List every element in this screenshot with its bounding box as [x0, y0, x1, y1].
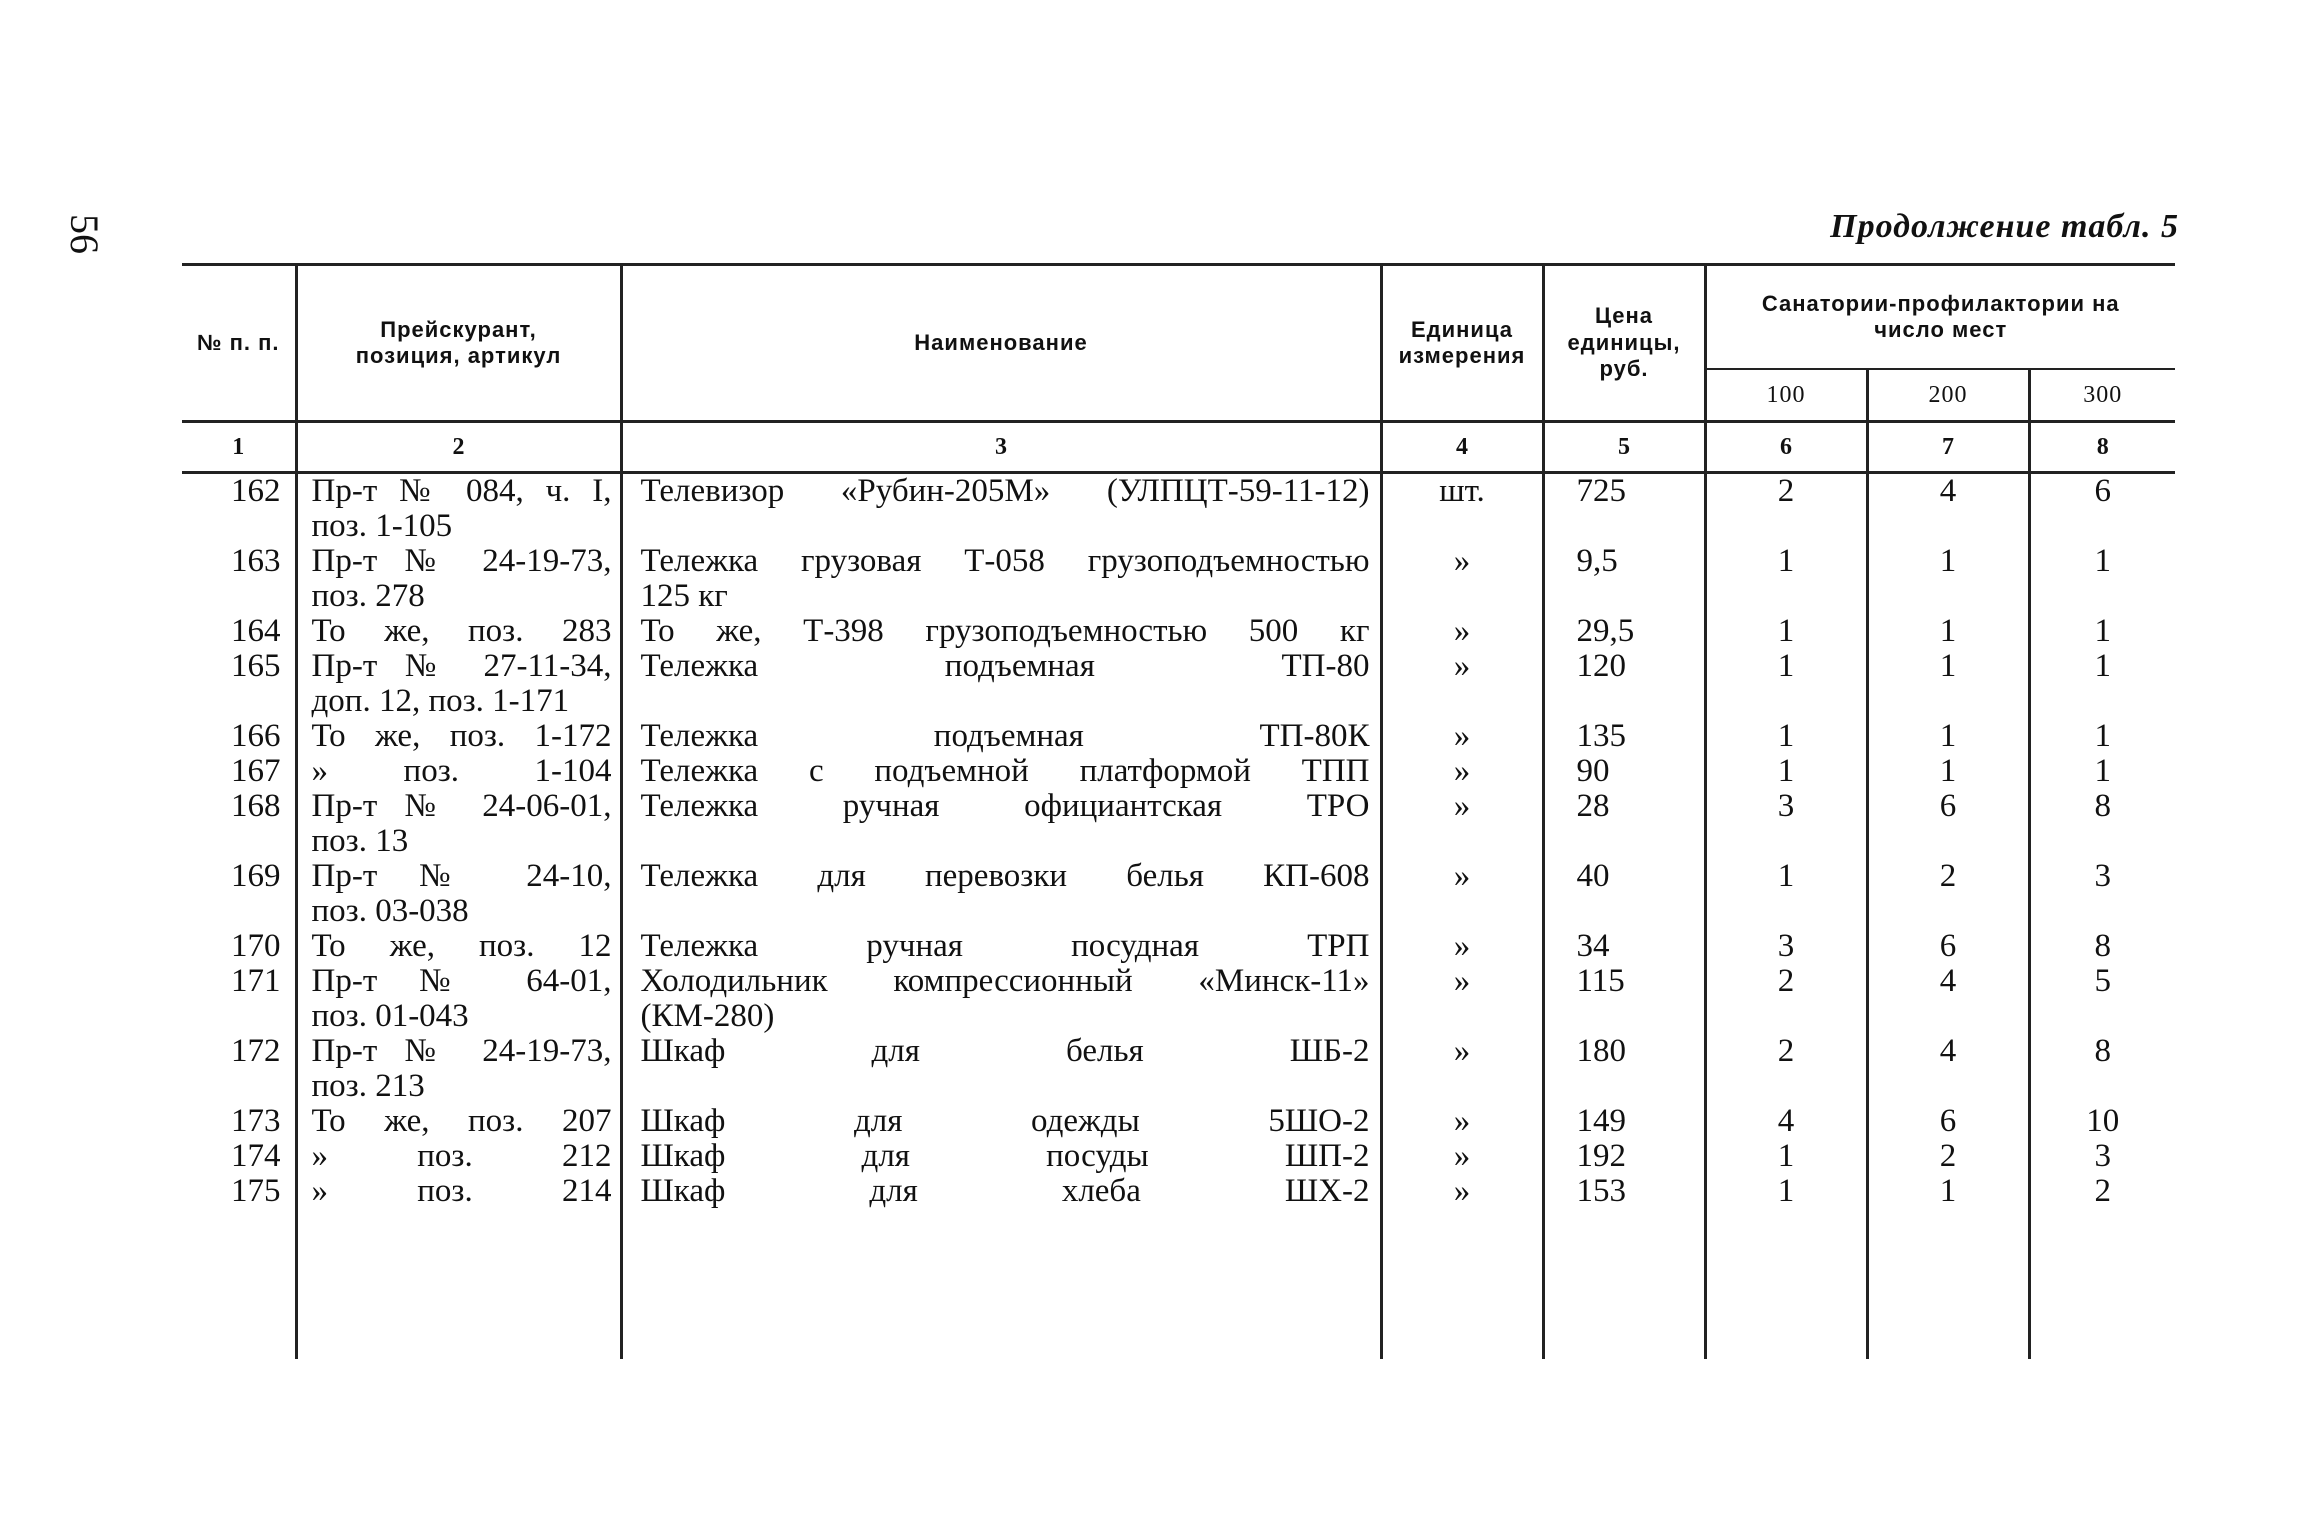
- quantity-200-cell: 2: [1867, 859, 2029, 929]
- quantity-200-cell: 1: [1867, 649, 2029, 719]
- equipment-table: [182, 263, 2175, 1359]
- table-row: [182, 859, 2175, 929]
- table-row: [182, 929, 2175, 964]
- cost-cell: 34: [1543, 929, 1705, 964]
- quantity-100-cell: 1: [1705, 544, 1867, 614]
- price-list-line: поз. 03-038: [311, 893, 469, 929]
- item-name-line: (КМ-280): [640, 998, 775, 1034]
- row-number: 173: [231, 1103, 281, 1139]
- cost-cell: 192: [1543, 1139, 1705, 1174]
- quantity-300-cell: 1: [2029, 614, 2175, 649]
- item-name-line: Шкаф для посуды ШП-2: [640, 1138, 1370, 1174]
- unit-cell: »: [1381, 1174, 1543, 1209]
- quantity-200-cell: 6: [1867, 929, 2029, 964]
- row-number: 167: [231, 753, 281, 789]
- price-list-cell: [296, 929, 621, 964]
- item-name-line: То же, Т-398 грузоподъемностью 500 кг: [640, 613, 1370, 649]
- price-list-cell: [296, 719, 621, 754]
- price-list-line: доп. 12, поз. 1-171: [311, 683, 570, 719]
- price-list-line: поз. 1-105: [311, 508, 453, 544]
- header-group: Санатории-профилактории на число мест: [1705, 266, 2175, 369]
- cost-cell: 135: [1543, 719, 1705, 754]
- item-name-line: Тележка для перевозки белья КП-608: [640, 858, 1370, 894]
- price-list-line: » поз. 212: [311, 1138, 612, 1174]
- column-number: 8: [2029, 422, 2175, 473]
- quantity-200-cell: 2: [1867, 1139, 2029, 1174]
- price-list-line: поз. 13: [311, 823, 409, 859]
- table-row: [182, 1139, 2175, 1174]
- cost-cell: 120: [1543, 649, 1705, 719]
- price-list-cell: [296, 614, 621, 649]
- table-row: [182, 754, 2175, 789]
- quantity-100-cell: 2: [1705, 1034, 1867, 1104]
- column-number-row: [182, 422, 2175, 473]
- price-list-cell: [296, 473, 621, 545]
- quantity-300-cell: 8: [2029, 1034, 2175, 1104]
- price-list-line: » поз. 214: [311, 1173, 612, 1209]
- cost-cell: 725: [1543, 473, 1705, 545]
- price-list-line: Пр-т № 24-10,: [311, 858, 612, 894]
- cost-cell: 28: [1543, 789, 1705, 859]
- price-list-cell: [296, 544, 621, 614]
- row-number: 162: [231, 473, 281, 509]
- unit-cell: »: [1381, 1104, 1543, 1139]
- quantity-100-cell: 2: [1705, 964, 1867, 1034]
- table-body: [182, 473, 2175, 1210]
- price-list-cell: [296, 859, 621, 929]
- unit-cell: »: [1381, 1034, 1543, 1104]
- table-row: [182, 473, 2175, 545]
- item-name-cell: [621, 614, 1381, 649]
- quantity-100-cell: 4: [1705, 1104, 1867, 1139]
- unit-cell: »: [1381, 1139, 1543, 1174]
- quantity-300-cell: 1: [2029, 649, 2175, 719]
- column-number: 3: [621, 422, 1381, 473]
- unit-cell: »: [1381, 614, 1543, 649]
- unit-cell: »: [1381, 929, 1543, 964]
- item-name-line: Шкаф для хлеба ШХ-2: [640, 1173, 1370, 1209]
- column-number: 2: [296, 422, 621, 473]
- quantity-300-cell: 1: [2029, 754, 2175, 789]
- quantity-200-cell: 1: [1867, 1174, 2029, 1209]
- price-list-cell: [296, 1139, 621, 1174]
- quantity-100-cell: 1: [1705, 719, 1867, 754]
- quantity-200-cell: 1: [1867, 544, 2029, 614]
- item-name-line: Тележка грузовая Т-058 грузоподъемностью: [640, 543, 1370, 579]
- header-unit: Единица измерения: [1381, 266, 1543, 422]
- item-name-line: Холодильник компрессионный «Минск-11»: [640, 963, 1370, 999]
- quantity-200-cell: 1: [1867, 614, 2029, 649]
- item-name-cell: [621, 1104, 1381, 1139]
- row-number: 164: [231, 613, 281, 649]
- cost-cell: 115: [1543, 964, 1705, 1034]
- price-list-line: Пр-т № 24-19-73,: [311, 1033, 612, 1069]
- table-row: [182, 1174, 2175, 1209]
- price-list-cell: [296, 1174, 621, 1209]
- column-number: 6: [1705, 422, 1867, 473]
- row-number: 165: [231, 648, 281, 684]
- quantity-300-cell: 1: [2029, 544, 2175, 614]
- cost-cell: 9,5: [1543, 544, 1705, 614]
- price-list-cell: [296, 754, 621, 789]
- price-list-line: » поз. 1-104: [311, 753, 612, 789]
- price-list-line: Пр-т № 084, ч. I,: [311, 473, 612, 509]
- item-name-cell: [621, 964, 1381, 1034]
- table-row: [182, 1104, 2175, 1139]
- table-row: [182, 964, 2175, 1034]
- unit-cell: »: [1381, 649, 1543, 719]
- quantity-300-cell: 6: [2029, 473, 2175, 545]
- table-row: [182, 789, 2175, 859]
- price-list-line: То же, поз. 283: [311, 613, 612, 649]
- item-name-line: Тележка подъемная ТП-80К: [640, 718, 1370, 754]
- row-number: 168: [231, 788, 281, 824]
- quantity-200-cell: 4: [1867, 1034, 2029, 1104]
- unit-cell: шт.: [1381, 473, 1543, 545]
- unit-cell: »: [1381, 754, 1543, 789]
- quantity-200-cell: 6: [1867, 789, 2029, 859]
- item-name-line: 125 кг: [640, 578, 728, 614]
- header-no: № п. п.: [196, 329, 280, 355]
- quantity-200-cell: 1: [1867, 754, 2029, 789]
- item-name-cell: [621, 1174, 1381, 1209]
- unit-cell: »: [1381, 789, 1543, 859]
- table-row: [182, 719, 2175, 754]
- column-number: 7: [1867, 422, 2029, 473]
- cost-cell: 90: [1543, 754, 1705, 789]
- price-list-line: поз. 213: [311, 1068, 425, 1104]
- quantity-100-cell: 1: [1705, 754, 1867, 789]
- cost-cell: 180: [1543, 1034, 1705, 1104]
- header-q100: 100: [1705, 369, 1867, 422]
- cost-cell: 40: [1543, 859, 1705, 929]
- quantity-300-cell: 1: [2029, 719, 2175, 754]
- row-number: 166: [231, 718, 281, 754]
- item-name-line: Тележка ручная официантская ТРО: [640, 788, 1370, 824]
- quantity-300-cell: 8: [2029, 789, 2175, 859]
- item-name-line: Тележка подъемная ТП-80: [640, 648, 1370, 684]
- continuation-title: Продолжение табл. 5: [1830, 208, 2179, 245]
- price-list-line: То же, поз. 207: [311, 1103, 612, 1139]
- price-list-cell: [296, 964, 621, 1034]
- unit-cell: »: [1381, 859, 1543, 929]
- price-list-line: То же, поз. 1-172: [311, 718, 612, 754]
- quantity-100-cell: 1: [1705, 649, 1867, 719]
- item-name-cell: [621, 929, 1381, 964]
- page-number: 56: [62, 214, 107, 254]
- quantity-100-cell: 1: [1705, 1139, 1867, 1174]
- price-list-cell: [296, 1034, 621, 1104]
- item-name-line: Тележка ручная посудная ТРП: [640, 928, 1370, 964]
- price-list-line: поз. 01-043: [311, 998, 469, 1034]
- price-list-line: То же, поз. 12: [311, 928, 612, 964]
- quantity-100-cell: 2: [1705, 473, 1867, 545]
- table-row: [182, 614, 2175, 649]
- price-list-line: Пр-т № 64-01,: [311, 963, 612, 999]
- quantity-200-cell: 6: [1867, 1104, 2029, 1139]
- header-cost: Цена единицы, руб.: [1543, 266, 1705, 422]
- header-name: Наименование: [621, 266, 1381, 422]
- row-number: 169: [231, 858, 281, 894]
- item-name-cell: [621, 789, 1381, 859]
- quantity-100-cell: 1: [1705, 614, 1867, 649]
- table-row: [182, 544, 2175, 614]
- item-name-cell: [621, 649, 1381, 719]
- item-name-cell: [621, 473, 1381, 545]
- item-name-line: Тележка с подъемной платформой ТПП: [640, 753, 1370, 789]
- quantity-200-cell: 4: [1867, 964, 2029, 1034]
- item-name-line: Шкаф для белья ШБ-2: [640, 1033, 1370, 1069]
- row-number: 174: [231, 1138, 281, 1174]
- item-name-cell: [621, 754, 1381, 789]
- quantity-300-cell: 5: [2029, 964, 2175, 1034]
- price-list-line: Пр-т № 27-11-34,: [311, 648, 612, 684]
- item-name-line: Телевизор «Рубин-205М» (УЛПЦТ-59-11-12): [640, 473, 1370, 509]
- row-number: 171: [231, 963, 281, 999]
- row-number: 163: [231, 543, 281, 579]
- quantity-200-cell: 4: [1867, 473, 2029, 545]
- quantity-300-cell: 3: [2029, 1139, 2175, 1174]
- row-number: 172: [231, 1033, 281, 1069]
- row-number: 175: [231, 1173, 281, 1209]
- quantity-300-cell: 8: [2029, 929, 2175, 964]
- price-list-line: Пр-т № 24-19-73,: [311, 543, 612, 579]
- quantity-300-cell: 3: [2029, 859, 2175, 929]
- quantity-100-cell: 3: [1705, 789, 1867, 859]
- table-row: [182, 649, 2175, 719]
- item-name-cell: [621, 719, 1381, 754]
- price-list-cell: [296, 789, 621, 859]
- price-list-line: поз. 278: [311, 578, 425, 614]
- item-name-cell: [621, 1034, 1381, 1104]
- quantity-300-cell: 2: [2029, 1174, 2175, 1209]
- column-number: 1: [182, 422, 296, 473]
- quantity-200-cell: 1: [1867, 719, 2029, 754]
- cost-cell: 153: [1543, 1174, 1705, 1209]
- price-list-line: Пр-т № 24-06-01,: [311, 788, 612, 824]
- item-name-line: Шкаф для одежды 5ШО-2: [640, 1103, 1370, 1139]
- quantity-100-cell: 1: [1705, 859, 1867, 929]
- item-name-cell: [621, 1139, 1381, 1174]
- quantity-100-cell: 1: [1705, 1174, 1867, 1209]
- item-name-cell: [621, 544, 1381, 614]
- item-name-cell: [621, 859, 1381, 929]
- cost-cell: 29,5: [1543, 614, 1705, 649]
- column-number: 4: [1381, 422, 1543, 473]
- table-row: [182, 1034, 2175, 1104]
- price-list-cell: [296, 1104, 621, 1139]
- cost-cell: 149: [1543, 1104, 1705, 1139]
- unit-cell: »: [1381, 719, 1543, 754]
- unit-cell: »: [1381, 544, 1543, 614]
- header-price-list: Прейскурант, позиция, артикул: [296, 266, 621, 422]
- quantity-300-cell: 10: [2029, 1104, 2175, 1139]
- row-number: 170: [231, 928, 281, 964]
- header-q200: 200: [1867, 369, 2029, 422]
- price-list-cell: [296, 649, 621, 719]
- unit-cell: »: [1381, 964, 1543, 1034]
- header-q300: 300: [2029, 369, 2175, 422]
- column-number: 5: [1543, 422, 1705, 473]
- quantity-100-cell: 3: [1705, 929, 1867, 964]
